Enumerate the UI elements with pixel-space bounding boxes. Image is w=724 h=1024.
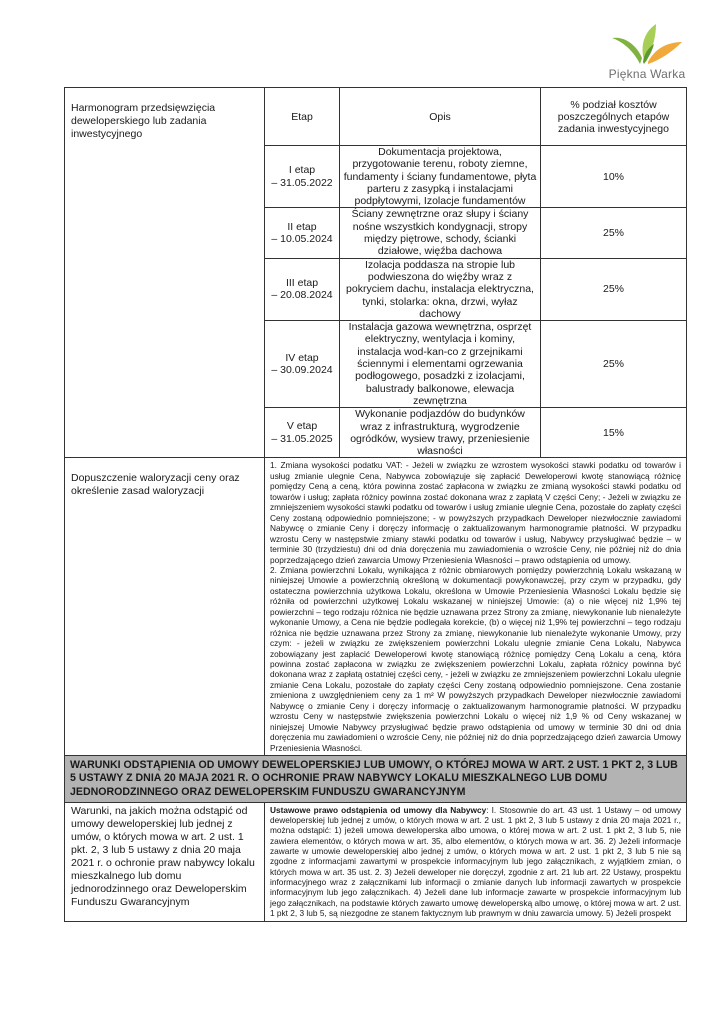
withdrawal-lead: Ustawowe prawo odstąpienia od umowy dla Nabywcy (270, 804, 487, 815)
stage-description: Ściany zewnętrzne oraz słupy i ściany nośne wszystkich kondygnacji, stropy między piętrowe, schody, ścianki działowe, więźba dachowa (340, 208, 541, 258)
valorization-area-paragraph: 2. Zmiana powierzchni Lokalu, wynikająca z różnic obmiarowych pomiędzy powierzchnią Lokalu wskazaną w niniejszej Umowie a powierzchnią określoną w dokumentacji powykonawczej, przy czym w przypadku, gdy ostateczna powierzchnia użytkowa Lokalu, określona w Umowie Przeniesienia Własności Lokalu będzie się różniła od powierzchni użytkowej Lokalu wskazanej w niniejszej Umowie: (a) o nie więcej niż 1,9% tej powierzchni – tego rodzaju różnica nie będzie uznawana przez Strony za zmianę, niewykonanie lub nienależyte wykonanie Umowy, a Cena nie będzie podlegała korekcie, (b) o więcej niż 1,9% tej powierzchni – tego rodzaju różnica nie będzie uznawana przez Strony za zmianę, niewykonanie lub nienależyte wykonanie Umowy, przy czym: - jeżeli w związku ze zwiększeniem powierzchni Lokalu ulegnie zmianie Cena Lokalu, Nabywca zobowiązany jest zapłacić Deweloperowi kwotę stanowiącą różnicę pomiędzy Ceną Lokalu a ceną, która powinna zostać zapłacona w związku ze zwiększeniem powierzchni Lokalu, zapłata różnicy powinna być dokonana wraz z zapłatą ostatniej części ceny, - jeżeli w związku ze zmniejszeniem powierzchni Lokalu ulegnie zmianie Cena Lokalu, pozostałe do zapłaty części Ceny zostaną odpowiednio pomniejszone. Cena zostanie zmieniona z uwzględnieniem ceny za 1 m² W powyższych przypadkach Deweloper niezwłocznie zawiadomi Nabywcę o zmianie Ceny i doręczy informację o zaktualizowanym harmonogramie płatności. W przypadku wzrostu Ceny w następstwie zwiększenia powierzchni Lokalu o więcej niż 1,9 % od Ceny wskazanej w niniejszej Umowie Nabywcy przysługiwać będzie prawo odstąpienia od umowy w terminie 30 dni od dnia doręczenia mu zawiadomieni o wzroście Ceny, nie później niż do dnia poprzedzającego dzień zawarcia Umowy Przeniesienia Własności. (270, 564, 681, 753)
withdrawal-body: : I. Stosownie do art. 43 ust. 1 Ustawy – od umowy deweloperskiej lub jednej z umów, o których mowa w art. 2 ust. 1 pkt 2, 3 lub 5 ustawy z dnia 20 maja 2021 r., można odstąpić: 1) jeżeli umowa deweloperska albo umowa, o której mowa w art. 2 ust. 1 pkt 2, 3 lub 5, nie zawiera elementów, o których mowa w art. 35, albo elementów, o których mowa w art. 36. 2) Jeżeli informacje zawarte w umowie deweloperskiej albo jednej z umów, o których mowa w art. 2 ust. 1 pkt 2, 3 lub 5 nie są zgodne z informacjami zawartymi w prospekcie informacyjnym lub jego załącznikach, z wyjątkiem zmian, o których mowa w art. 35 ust. 2. 3) Jeżeli deweloper nie doręczył, zgodnie z art. 21 lub art. 22 Ustawy, prospektu informacyjnego wraz z załącznikami lub informacji o zmianie danych lub informacji zawartych w prospekcie informacyjnym lub jego załącznikach. 4) Jeżeli dane lub informacje zawarte w prospekcie informacyjnym lub jego załącznikach, na podstawie których zawarto umowę deweloperską albo umowę, o której mowa w art. 2 ust. 1 pkt 2, 3 lub 5, są niezgodne ze stanem faktycznym lub prawnym w dniu zawarcia umowy. 5) Jeżeli prospekt (270, 804, 681, 919)
stage-date: – 31.05.2025 (271, 432, 333, 445)
stage-cell (265, 258, 340, 320)
stage-description: Dokumentacja projektowa, przygotowanie terenu, roboty ziemne, fundamenty i ściany fundamentowe, płyta parteru z zasypką i instalacjami podpłytowymi, Izolacje fundamentów (340, 146, 541, 208)
schedule-header-row (65, 88, 687, 146)
valorization-vat-paragraph: 1. Zmiana wysokości podatku VAT: - Jeżeli w związku ze wzrostem wysokości stawki podatku od towarów i usług zmianie ulegnie Cena, Nabywca zobowiązuje się zapłacić Deweloperowi kwotę stanowiącą różnicę pomiędzy Ceną a ceną, która powinna zostać zapłacona w związku ze zmianą wysokości stawki podatku od towarów i usług; zapłata różnicy powinna zostać dokonana wraz z zapłatą V części Ceny; - Jeżeli w związku ze zmniejszeniem wysokości stawki podatku od towarów i usług zmianie ulegnie Cena, pozostałe do zapłaty części Ceny zostaną odpowiednio pomniejszone; - w powyższych przypadkach Deweloper niezwłocznie zawiadomi Nabywcę o zmianie Ceny i doręczy informację o zaktualizowanym harmonogramie płatności. W przypadku wzrostu Ceny w następstwie zmiany stawki podatku od towarów i usług, Nabywcy przysługiwać będzie – w terminie 30 (trzydziestu) dni od dnia doręczenia mu zawiadomienia o wzroście Ceny, nie później niż do dnia poprzedzającego dzień zawarcia Umowy Przeniesienia Własności – prawo odstąpienia od umowy. (270, 460, 681, 565)
schedule-label: Harmonogram przedsięwzięcia deweloperskiego lub zadania inwestycyjnego (65, 88, 265, 458)
logo-leaves-icon (610, 22, 684, 66)
stage-date: – 20.08.2024 (271, 289, 333, 302)
valorization-text (265, 458, 687, 756)
stage-description: Instalacja gazowa wewnętrzna, osprzęt elektryczny, wentylacja i kominy, instalacja wod-kan-co z grzejnikami ściennymi i elementami ogrzewania podłogowego, posadzki z izolacjami, balustrady balkonowe, elewacja zewnętrzna (340, 321, 541, 408)
stage-date: – 31.05.2022 (271, 176, 333, 189)
developer-info-table (64, 87, 687, 922)
withdrawal-text (265, 802, 687, 921)
col-header-etap: Etap (265, 88, 340, 146)
stage-cell (265, 146, 340, 208)
stage-date: – 10.05.2024 (271, 233, 333, 246)
stage-name: V etap (286, 420, 318, 433)
withdrawal-label: Warunki, na jakich można odstąpić od umowy deweloperskiej lub jednej z umów, o których mowa w art. 2 ust. 1 pkt. 2, 3 lub 5 ustawy z dnia 20 maja 2021 r. o ochronie praw nabywcy lokalu mieszkalnego lub domu jednorodzinnego oraz Deweloperskim Funduszu Gwarancyjnym (65, 802, 265, 921)
stage-percent: 15% (541, 408, 687, 458)
stage-description: Izolacja poddasza na stropie lub podwieszona do więźby wraz z pokryciem dachu, instalacja elektryczna, tynki, stolarka: okna, drzwi, wyłaz dachowy (340, 258, 541, 320)
stage-percent: 25% (541, 321, 687, 408)
stage-name: III etap (285, 276, 319, 289)
stage-cell (265, 208, 340, 258)
col-header-opis: Opis (340, 88, 541, 146)
logo-text: Piękna Warka (608, 67, 686, 81)
logo (588, 22, 706, 84)
stage-percent: 25% (541, 258, 687, 320)
stage-cell (265, 408, 340, 458)
stage-description: Wykonanie podjazdów do budynków wraz z infrastrukturą, wygrodzenie ogródków, wysiew trawy, przeniesienie własności (340, 408, 541, 458)
col-header-pct: % podział kosztów poszczególnych etapów zadania inwestycyjnego (541, 88, 687, 146)
withdrawal-banner-row (65, 756, 687, 803)
valorization-row (65, 458, 687, 756)
valorization-label: Dopuszczenie waloryzacji ceny oraz określenie zasad waloryzacji (65, 458, 265, 756)
stage-name: IV etap (285, 351, 319, 364)
stage-cell (265, 321, 340, 408)
stage-name: I etap (288, 164, 316, 177)
stage-date: – 30.09.2024 (271, 364, 333, 377)
stage-name: II etap (287, 220, 317, 233)
stage-percent: 25% (541, 208, 687, 258)
withdrawal-banner: WARUNKI ODSTĄPIENIA OD UMOWY DEWELOPERSKIEJ LUB UMOWY, O KTÓREJ MOWA W ART. 2 UST. 1 PKT 2, 3 LUB 5 USTAWY Z DNIA 20 MAJA 2021 R. O OCHRONIE PRAW NABYWCY LOKALU MIESZKALNEGO LUB DOMU JEDNORODZINNEGO ORAZ DEWELOPERSKIM FUNDUSZU GWARANCYJNYM (65, 756, 687, 803)
stage-percent: 10% (541, 146, 687, 208)
withdrawal-row (65, 802, 687, 921)
